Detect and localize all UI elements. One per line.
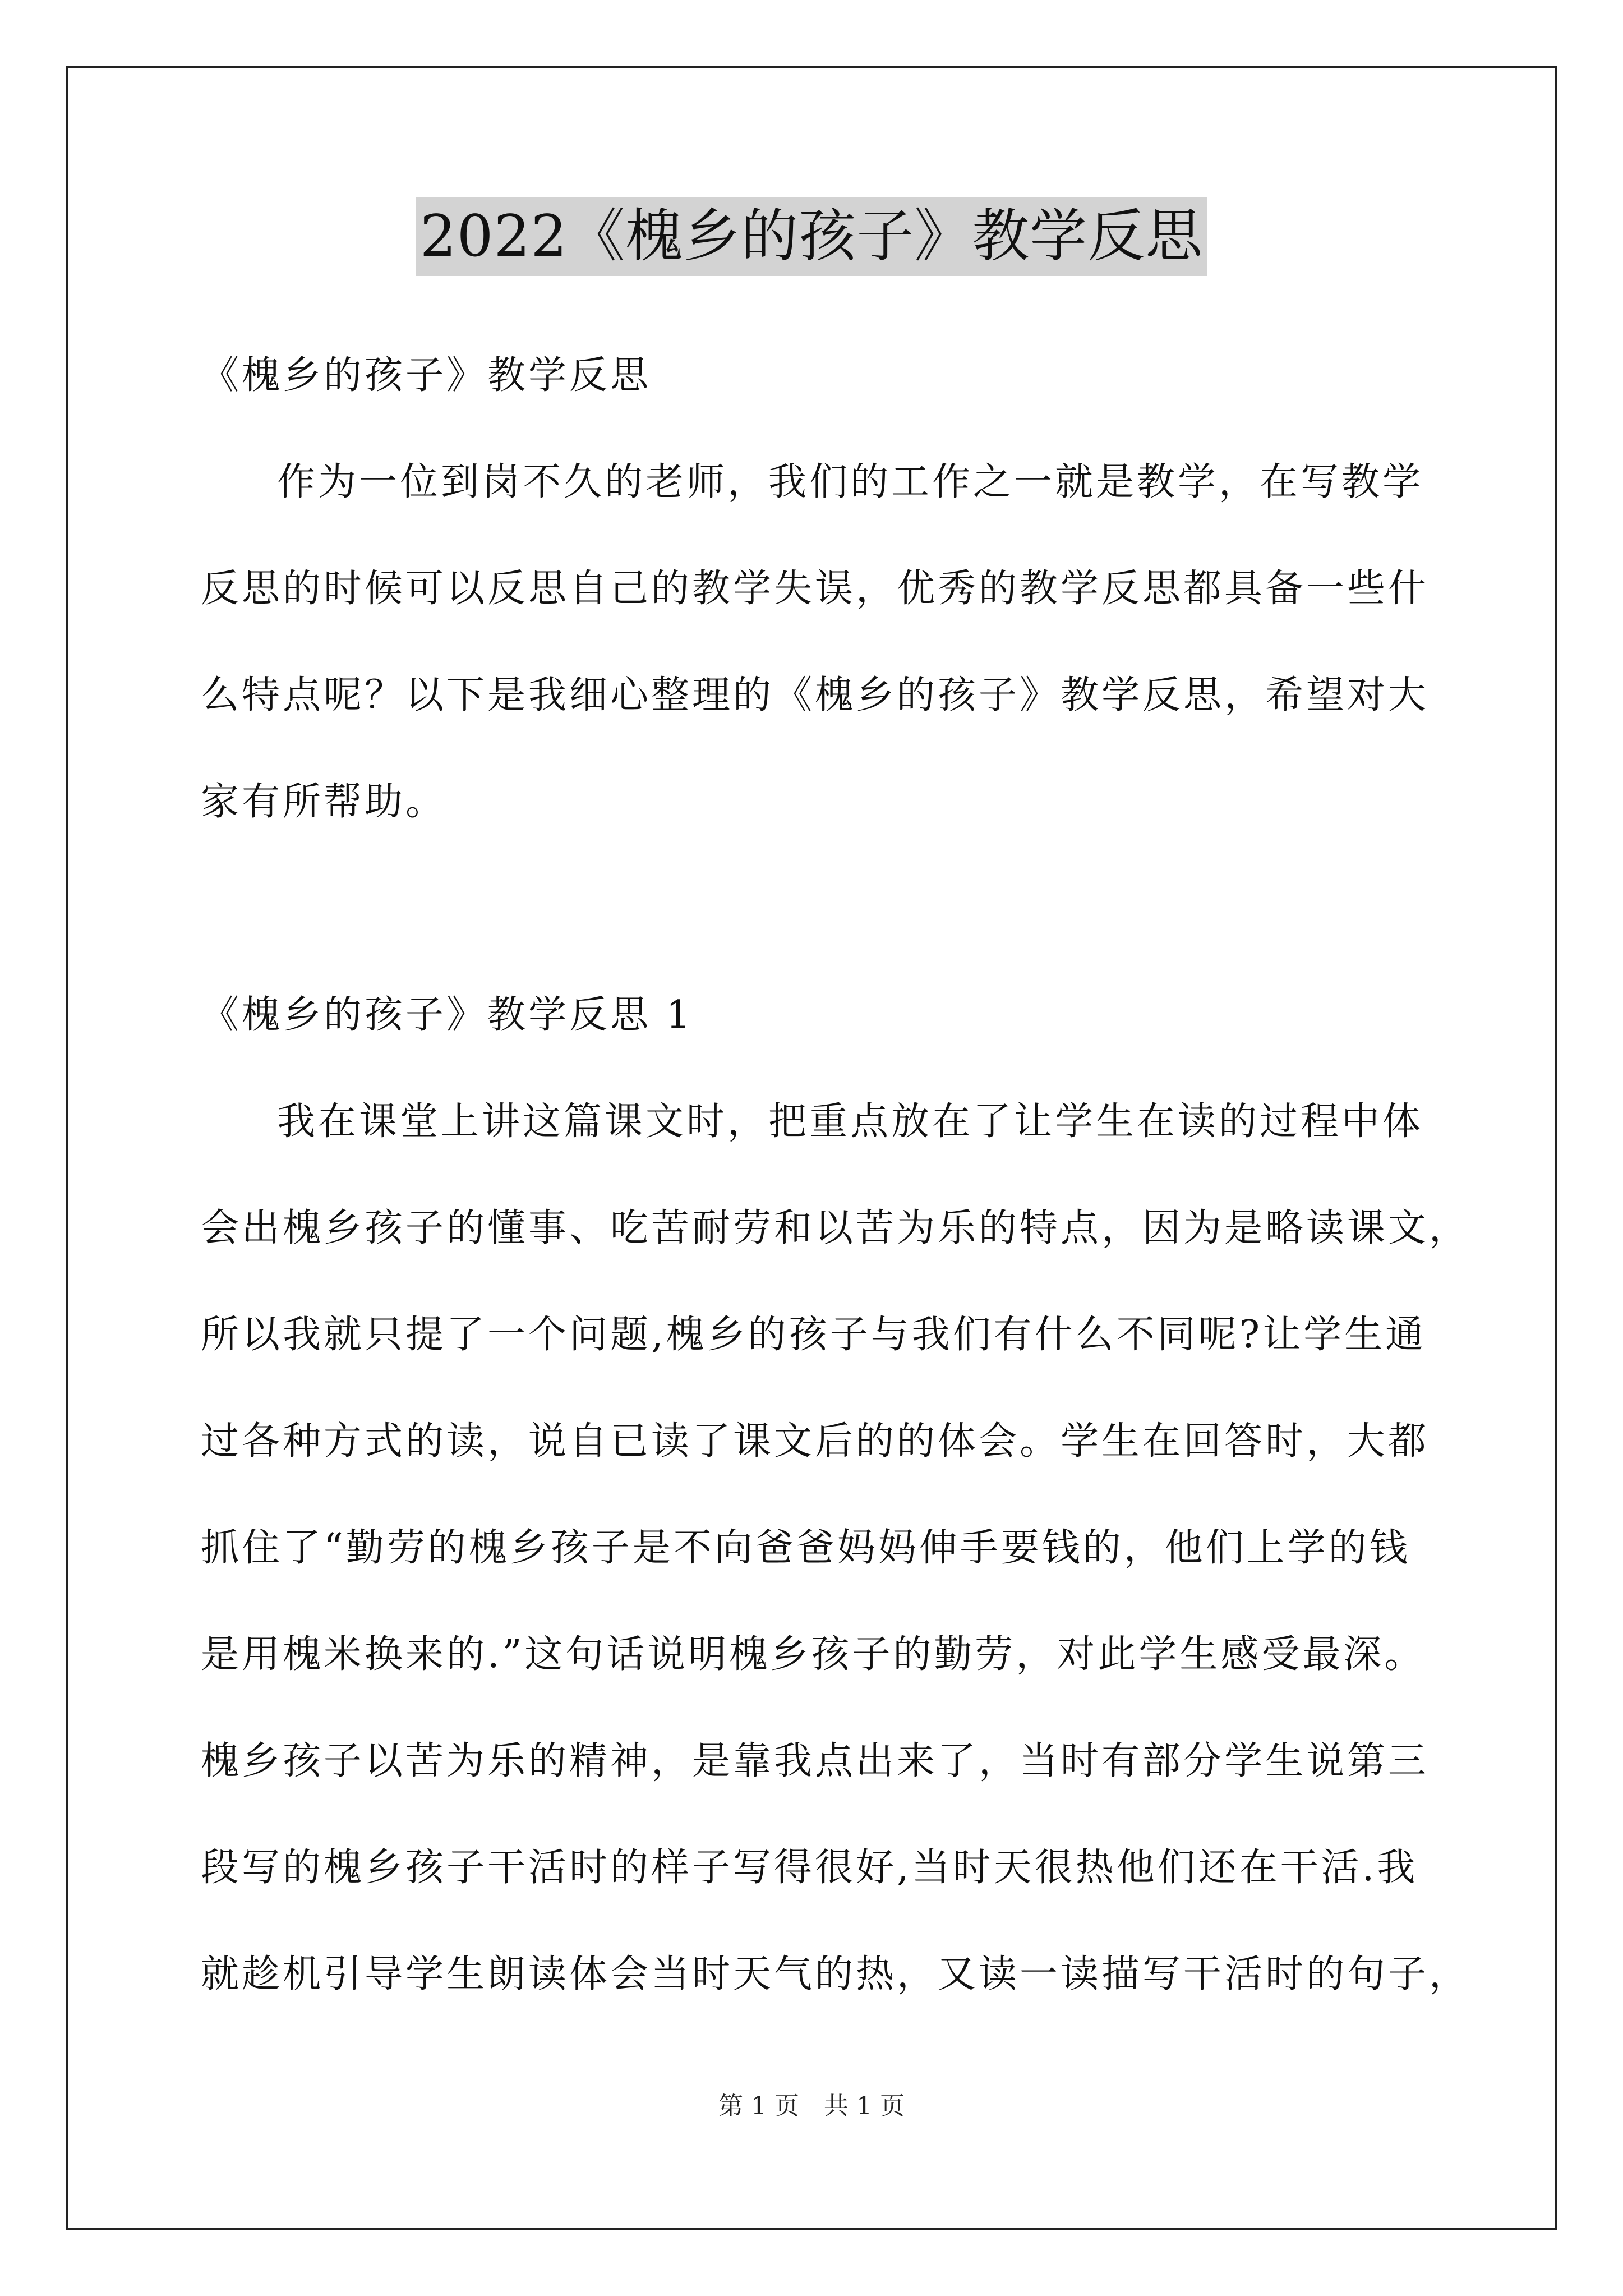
paragraph-line: 过各种方式的读，说自已读了课文后的的体会。学生在回答时，大都 [201, 1419, 1430, 1464]
section-heading: 《槐乡的孩子》教学反思 1 [201, 993, 693, 1037]
paragraph-line: 么特点呢？以下是我细心整理的《槐乡的孩子》教学反思，希望对大 [201, 673, 1430, 717]
paragraph-line: 家有所帮助。 [201, 780, 447, 824]
page-number-footer: 第 1 页 共 1 页 [718, 2092, 905, 2120]
paragraph-line: 作为一位到岗不久的老师，我们的工作之一就是教学，在写教学 [277, 460, 1424, 504]
title-container [0, 197, 1623, 276]
paragraph-line: 就趁机引导学生朗读体会当时天气的热，又读一读描写干活时的句子， [201, 1952, 1470, 1996]
paragraph-line: 是用槐米换来的.”这句话说明槐乡孩子的勤劳，对此学生感受最深。 [201, 1632, 1426, 1677]
paragraph-line: 抓住了“勤劳的槐乡孩子是不向爸爸妈妈伸手要钱的，他们上学的钱 [201, 1526, 1410, 1570]
paragraph-line: 段写的槐乡孩子干活时的样子写得很好,当时天很热他们还在干活.我 [201, 1846, 1418, 1890]
paragraph-line: 槐乡孩子以苦为乐的精神，是靠我点出来了，当时有部分学生说第三 [201, 1739, 1430, 1783]
paragraph-line: 我在课堂上讲这篇课文时，把重点放在了让学生在读的过程中体 [277, 1099, 1424, 1144]
document-body [201, 323, 1470, 2028]
paragraph-line: 所以我就只提了一个问题,槐乡的孩子与我们有什么不同呢?让学生通 [201, 1313, 1427, 1357]
paragraph-spacer [201, 855, 1457, 962]
paragraph-line: 会出槐乡孩子的懂事、吃苦耐劳和以苦为乐的特点，因为是略读课文， [201, 1206, 1470, 1250]
intro-heading: 《槐乡的孩子》教学反思 [201, 353, 652, 398]
document-title: 2022《槐乡的孩子》教学反思 [416, 197, 1208, 276]
paragraph-line: 反思的时候可以反思自己的教学失误，优秀的教学反思都具备一些什 [201, 567, 1430, 611]
